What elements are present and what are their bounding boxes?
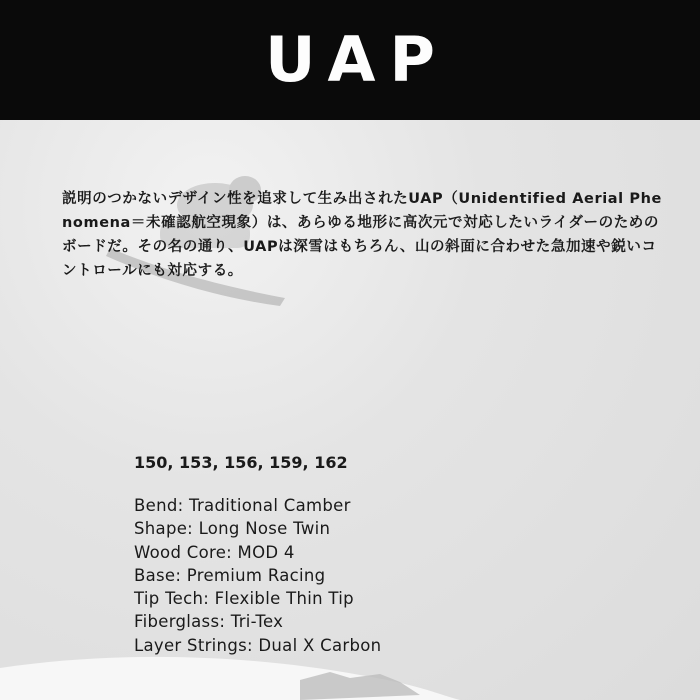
spec-fiberglass: Fiberglass: Tri-Tex (134, 612, 284, 632)
brand-logo: UAP (265, 23, 449, 96)
spec-layer-strings: Layer Strings: Dual X Carbon (134, 635, 382, 655)
product-description: 説明のつかないデザイン性を追求して生み出されたUAP（Unidentified Aerial Phenomena＝未確認航空現象）は、あらゆる地形に高次元で対応したいライダーのためのボードだ。その名の通り、UAPは深雪はもちろん、山の斜面に合わせた急加速や鋭いコントロールにも対応する。 (62, 191, 662, 279)
spec-shape: Shape: Long Nose Twin (134, 519, 331, 539)
size-list: 150, 153, 156, 159, 162 (134, 453, 348, 472)
spec-block (134, 452, 554, 657)
header-bar (0, 0, 700, 120)
spec-bend: Bend: Traditional Camber (134, 496, 351, 515)
spec-base: Base: Premium Racing (134, 565, 326, 585)
spec-tip-tech: Tip Tech: Flexible Thin Tip (134, 589, 354, 609)
spec-wood-core: Wood Core: MOD 4 (134, 542, 295, 562)
